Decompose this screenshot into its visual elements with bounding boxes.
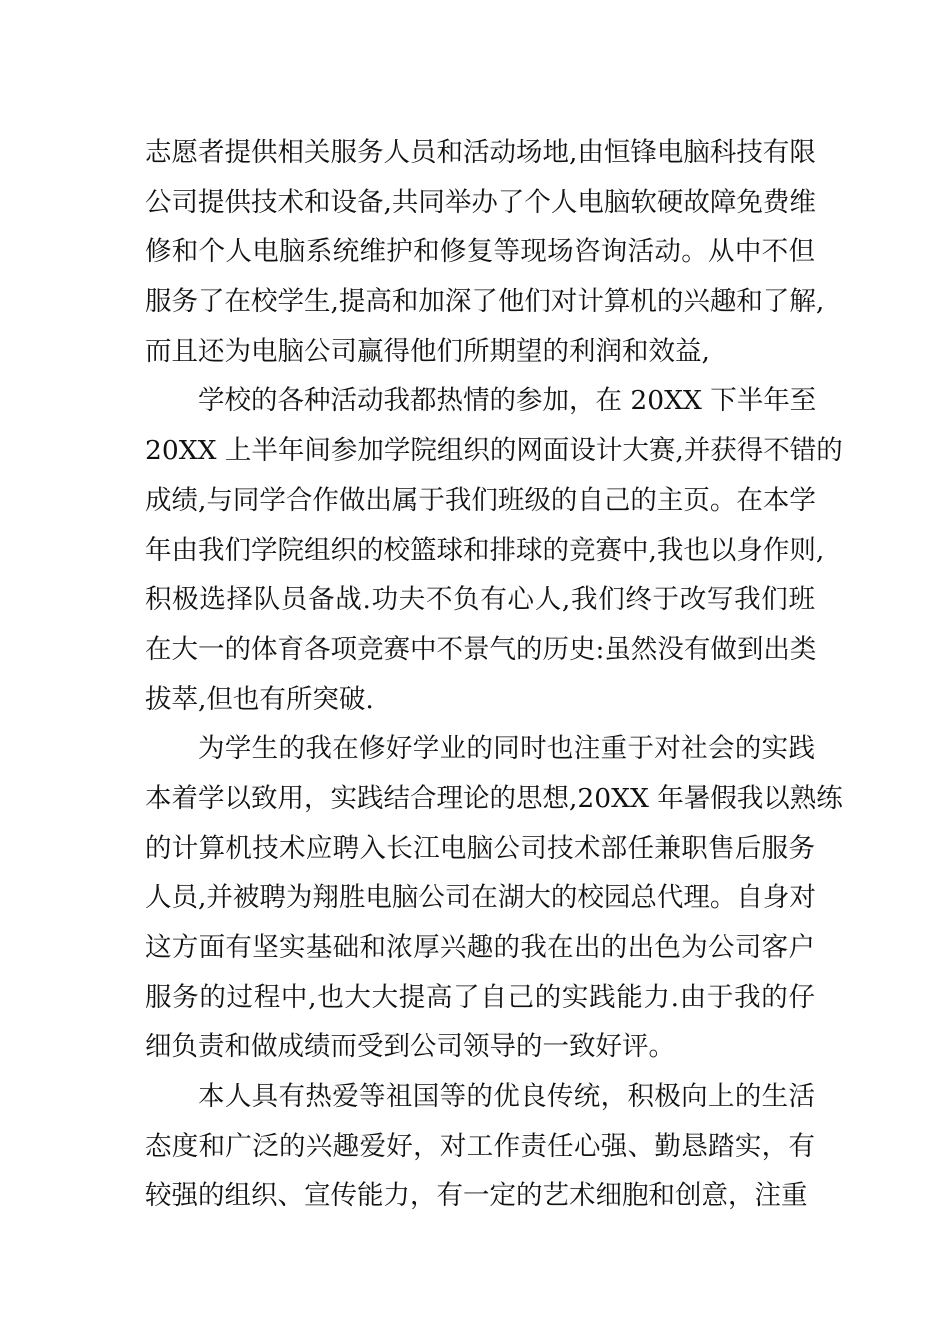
- text-line: 细负责和做成绩而受到公司领导的一致好评。: [145, 1031, 675, 1063]
- text-line: 本人具有热爱等祖国等的优良传统，积极向上的生活: [198, 1081, 815, 1113]
- text-line: 在大一的体育各项竞赛中不景气的历史:虽然没有做到出类: [145, 633, 817, 665]
- text-line: 态度和广泛的兴趣爱好，对工作责任心强、勤恳踏实，有: [145, 1130, 815, 1162]
- text-line: 的计算机技术应聘入长江电脑公司技术部任兼职售后服务: [145, 832, 815, 864]
- text-line: 修和个人电脑系统维护和修复等现场咨询活动。从中不但: [145, 236, 815, 268]
- text-line: 较强的组织、宣传能力，有一定的艺术细胞和创意，注重: [145, 1180, 808, 1212]
- document-body: [145, 128, 843, 1221]
- text-line: 积极选择队员备战.功夫不负有心人,我们终于改写我们班: [145, 584, 815, 616]
- paragraph-4: [145, 1072, 815, 1221]
- text-line: 20XX 上半年间参加学院组织的网面设计大赛,并获得不错的: [145, 435, 843, 467]
- text-line: 而且还为电脑公司赢得他们所期望的利润和效益,: [145, 335, 710, 367]
- text-line: 志愿者提供相关服务人员和活动场地,由恒锋电脑科技有限: [145, 137, 816, 168]
- text-line: 年由我们学院组织的校篮球和排球的竞赛中,我也以身作则,: [145, 534, 825, 566]
- text-line: 学校的各种活动我都热情的参加，在 20XX 下半年至: [198, 385, 817, 417]
- text-line: 公司提供技术和设备,共同举办了个人电脑软硬故障免费维: [145, 186, 816, 218]
- text-line: 这方面有坚实基础和浓厚兴趣的我在出的出色为公司客户: [145, 932, 815, 963]
- text-line: 为学生的我在修好学业的同时也注重于对社会的实践: [198, 733, 815, 765]
- text-line: 本着学以致用，实践结合理论的思想,20XX 年暑假我以熟练: [145, 782, 843, 814]
- text-line: 人员,并被聘为翔胜电脑公司在湖大的校园总代理。自身对: [145, 882, 816, 914]
- text-line: 服务了在校学生,提高和加深了他们对计算机的兴趣和了解,: [145, 286, 825, 318]
- text-line: 成绩,与同学合作做出属于我们班级的自己的主页。在本学: [145, 484, 816, 516]
- paragraph-2: [145, 376, 843, 724]
- text-line: 拔萃,但也有所突破.: [145, 683, 374, 715]
- text-line: 服务的过程中,也大大提高了自己的实践能力.由于我的仔: [145, 981, 815, 1013]
- paragraph-1: [145, 128, 825, 376]
- paragraph-3: [145, 724, 843, 1072]
